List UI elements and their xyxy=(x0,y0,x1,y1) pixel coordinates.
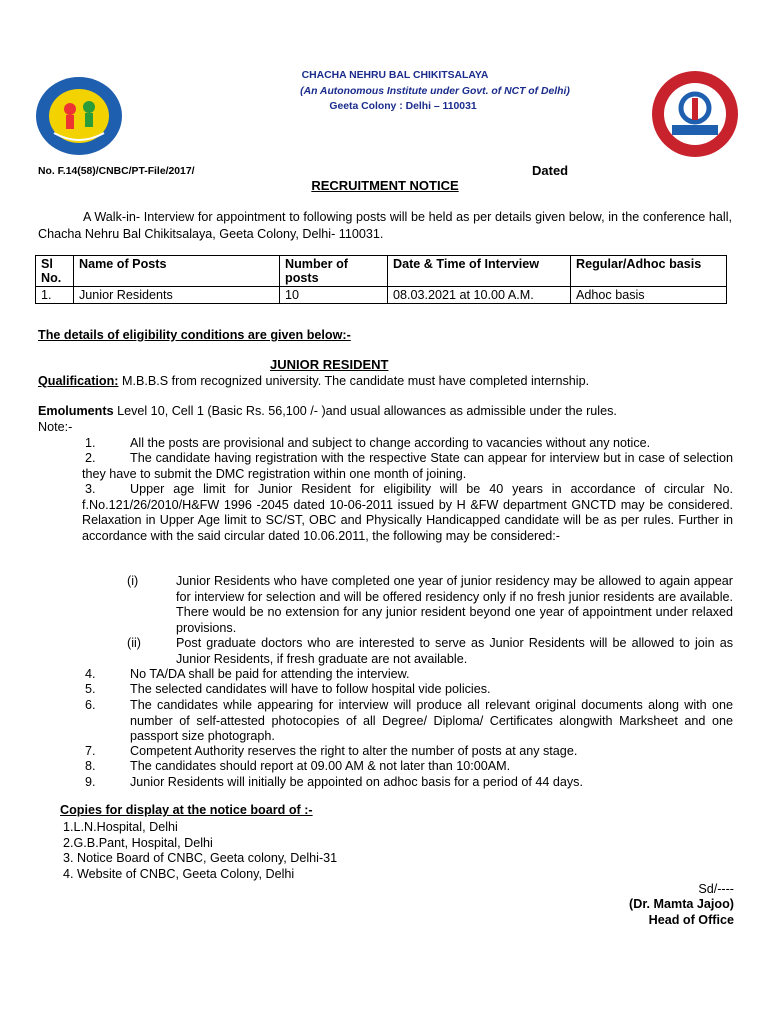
copy-item: 2.G.B.Pant, Hospital, Delhi xyxy=(63,836,213,850)
table-header-cell: Number of posts xyxy=(280,256,388,287)
sub-note-number: (ii) xyxy=(127,636,141,650)
note-text: Competent Authority reserves the right to alter the number of posts at any stage. xyxy=(130,744,578,758)
table-header-row xyxy=(36,256,727,287)
note-number: 4. xyxy=(85,667,96,681)
nabh-logo xyxy=(650,70,740,158)
note-text: Junior Residents will initially be appointed on adhoc basis for a period of 44 days. xyxy=(130,775,583,789)
note-number: 7. xyxy=(85,744,96,758)
eligibility-heading: The details of eligibility conditions are given below:- xyxy=(38,328,351,342)
note-text: All the posts are provisional and subject to change according to vacancies without any notice. xyxy=(130,436,651,450)
org-subtitle: (An Autonomous Institute under Govt. of NCT of Delhi) xyxy=(300,86,570,97)
sub-note-text: Post graduate doctors who are interested to serve as Junior Residents will be allowed to join as Junior Residents, if fresh graduate are not available. xyxy=(176,636,733,666)
note-number: 5. xyxy=(85,682,96,696)
note-number: 8. xyxy=(85,759,96,773)
intro-paragraph: A Walk-in- Interview for appointment to following posts will be held as per details given below, in the conference hall, Chacha Nehru Bal Chikitsalaya, Geeta Colony, Delhi- 110031. xyxy=(38,210,732,241)
copy-item: 4. Website of CNBC, Geeta Colony, Delhi xyxy=(63,867,295,881)
note-label: Note:- xyxy=(38,420,73,434)
note-text: The candidates should report at 09.00 AM & not later than 10:00AM. xyxy=(130,759,511,773)
signature-sd: Sd/---- xyxy=(698,882,734,896)
org-address: Geeta Colony : Delhi – 110031 xyxy=(329,101,477,112)
note-text: The candidate having registration with the respective State can appear for interview but in case of selection they have to submit the DMC registration within one month of joining. xyxy=(82,451,733,481)
copy-item: 3. Notice Board of CNBC, Geeta colony, Delhi-31 xyxy=(63,851,338,865)
table-cell: Junior Residents xyxy=(74,287,280,304)
qualification-label: Qualification: xyxy=(38,374,119,388)
qualification-text: M.B.B.S from recognized university. The candidate must have completed internship. xyxy=(121,374,590,388)
dated-label: Dated xyxy=(532,163,569,178)
sub-note-text: Junior Residents who have completed one year of junior residency may be allowed to again appear for interview for selection and will be offered residency only if no fresh junior residents are available. There would be no extension for any junior resident beyond one year of appointment under relaxed provisions. xyxy=(176,574,733,635)
table-cell: 1. xyxy=(36,287,74,304)
emoluments-label: Emoluments xyxy=(38,404,114,418)
note-number: 3. xyxy=(85,482,96,496)
hospital-logo xyxy=(34,75,124,157)
note-text: No TA/DA shall be paid for attending the interview. xyxy=(130,667,410,681)
note-number: 9. xyxy=(85,775,96,789)
emoluments xyxy=(38,404,617,418)
note-number: 6. xyxy=(85,698,96,712)
note-number: 2. xyxy=(85,451,96,465)
note-text: The candidates while appearing for interview will produce all relevant original documents along with one number of self-attested photocopies of all Degree/ Diploma/ Certificates alongwith Marksheet and one passport size photograph. xyxy=(130,698,733,744)
junior-resident-heading: JUNIOR RESIDENT xyxy=(270,357,389,372)
copies-heading: Copies for display at the notice board of :- xyxy=(60,803,313,817)
table-cell: 08.03.2021 at 10.00 A.M. xyxy=(388,287,571,304)
copy-item: 1.L.N.Hospital, Delhi xyxy=(63,820,178,834)
table-header-cell: Date & Time of Interview xyxy=(388,256,571,287)
reference-number: No. F.14(58)/CNBC/PT-File/2017/ xyxy=(38,166,195,177)
signatory-name: (Dr. Mamta Jajoo) xyxy=(629,897,734,911)
table-row xyxy=(36,287,727,304)
table-cell: Adhoc basis xyxy=(571,287,727,304)
table-header-cell: Sl No. xyxy=(36,256,74,287)
table-header-cell: Name of Posts xyxy=(74,256,280,287)
emoluments-text: Level 10, Cell 1 (Basic Rs. 56,100 /- )and usual allowances as admissible under the rules. xyxy=(117,404,617,418)
sub-note-number: (i) xyxy=(127,574,139,588)
table-cell: 10 xyxy=(280,287,388,304)
qualification xyxy=(38,374,589,388)
note-text: The selected candidates will have to follow hospital vide policies. xyxy=(130,682,491,696)
notice-title: RECRUITMENT NOTICE xyxy=(311,178,459,193)
table-header-cell: Regular/Adhoc basis xyxy=(571,256,727,287)
note-number: 1. xyxy=(85,436,96,450)
note-text: Upper age limit for Junior Resident for eligibility will be 40 years in accordance of circular No. f.No.121/26/2010/H&FW 1996 -2045 dated 10-06-2011 issued by H &FW department GNCTD may be considered. Relaxation in Upper Age limit to SC/ST, OBC and Physically Handicapped candidate will be as per rules. Further in accordance with the said circular dated 10.06.2011, the following may be considered:- xyxy=(82,482,733,543)
org-name: CHACHA NEHRU BAL CHIKITSALAYA xyxy=(301,70,489,81)
signatory-designation: Head of Office xyxy=(648,913,734,927)
posts-table xyxy=(35,255,727,304)
